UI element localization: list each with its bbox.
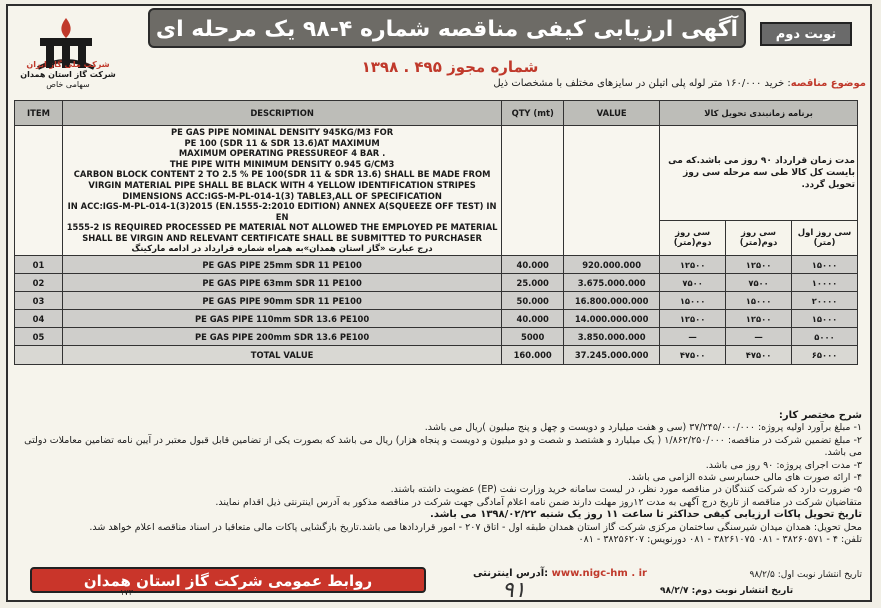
logo-line-3: سهامی خاص xyxy=(46,80,90,89)
detail-line: تلفن: ۴ - ۳۸۲۶۰۵۷۱ - ۰۸۱ ۳۸۲۶۱۰۷۵ - ۰۸۱ دورنویس: ۳۸۲۵۶۲۰۷ - ۰۸۱ xyxy=(578,534,862,546)
schedule-col-1: سی روز اول (متر) xyxy=(792,221,858,256)
first-publication-date: تاریخ انتشار نوبت اول: ۹۸/۲/۵ xyxy=(749,570,862,580)
row-s1: ۵۰۰۰ xyxy=(792,328,858,346)
header-description: DESCRIPTION xyxy=(62,101,501,126)
logo-caption xyxy=(14,60,122,90)
total-value: 37.245.000.000 xyxy=(564,346,660,365)
desc-line: CARBON BLOCK CONTENT 2 TO 2.5 % PE 100(SDR 11 & SDR 13.6) SHALL BE MADE FROM xyxy=(73,169,491,180)
row-value: 14.000.000.000 xyxy=(564,310,660,328)
total-s3: ۴۷۵۰۰ xyxy=(660,346,726,365)
schedule-col-3: سی روز دوم(متر) xyxy=(660,221,726,256)
row-s3: ۷۵۰۰ xyxy=(660,274,726,292)
table-row xyxy=(15,328,858,346)
permit-number: شماره مجوز ۴۹۵ . ۱۳۹۸ xyxy=(361,58,539,76)
table-row xyxy=(15,256,858,274)
row-s1: ۱۰۰۰۰ xyxy=(792,274,858,292)
detail-line: ۱- مبلغ برآورد اولیه پروژه: ۳۷/۲۴۵/۰۰۰/۰۰۰ (سی و هفت میلیارد و دویست و چهل و پنج میلیون )ریال می باشد. xyxy=(424,422,862,434)
empty-cell xyxy=(564,126,660,256)
detail-line: تاریخ تحویل پاکات ارزیابی کیفی حداکثر تا ساعت ۱۱ روز یک شنبه ۱۳۹۸/۰۲/۲۲ می باشد. xyxy=(430,509,862,521)
address-label: آدرس اینترنتی: xyxy=(473,568,549,579)
row-item-no: 01 xyxy=(15,256,63,274)
desc-line: SHALL BE VIRGIN AND RELEVANT CERTIFICATE SHALL BE SUBMITTED TO PURCHASER xyxy=(82,232,482,243)
table-header-row xyxy=(15,101,858,126)
row-description: PE GAS PIPE 63mm SDR 11 PE100 xyxy=(62,274,501,292)
schedule-col-2: سی روز دوم(متر) xyxy=(726,221,792,256)
desc-line: MAXIMUM OPERATING PRESSUREOF 4 BAR . xyxy=(178,148,386,159)
total-s2: ۴۷۵۰۰ xyxy=(726,346,792,365)
description-cell xyxy=(62,126,501,256)
header-item: ITEM xyxy=(15,101,63,126)
desc-line: THE PIPE WITH MINIMUM DENSITY 0.945 G/CM3 xyxy=(169,158,395,169)
tender-subject xyxy=(420,78,866,89)
desc-line: DIMENSIONS ACC:IGS-M-PL-014-1(3) TABLE3,ALL OF SPECIFICATION xyxy=(122,190,442,201)
logo-line-1: شرکت ملی گاز ایران xyxy=(26,60,110,69)
desc-note: درج عبارت «گاز استان همدان»به همراه شماره قرارداد در ادامه مارکینگ xyxy=(131,243,433,254)
empty-cell xyxy=(502,126,564,256)
row-s2: ۱۲۵۰۰ xyxy=(726,256,792,274)
total-label: TOTAL VALUE xyxy=(62,346,501,365)
row-s1: ۱۵۰۰۰ xyxy=(792,310,858,328)
subject-text: : خرید ۱۶۰/۰۰۰ متر لوله پلی اتیلن در سایزهای مختلف با مشخصات ذیل xyxy=(493,78,791,89)
row-description: PE GAS PIPE 25mm SDR 11 PE100 xyxy=(62,256,501,274)
tracking-number: ۱۷۳۰ xyxy=(120,588,138,597)
handwritten-number: ۹۱ xyxy=(502,578,526,603)
row-qty: 50.000 xyxy=(502,292,564,310)
row-value: 920.000.000 xyxy=(564,256,660,274)
row-s2: ۱۲۵۰۰ xyxy=(726,310,792,328)
desc-line: VIRGIN MATERIAL PIPE SHALL BE BLACK WITH 4 YELLOW IDENTIFICATION STRIPES xyxy=(88,179,476,190)
row-s3: ۱۲۵۰۰ xyxy=(660,310,726,328)
table-row xyxy=(15,274,858,292)
row-s1: ۲۰۰۰۰ xyxy=(792,292,858,310)
detail-line: ۴- ارائه صورت های مالی حسابرسی شده الزامی می باشد. xyxy=(628,472,862,484)
tender-items-table xyxy=(14,100,858,365)
details-heading: شرح مختصر کار: xyxy=(778,410,862,421)
detail-line: ۵- ضرورت دارد که شرکت کنندگان در مناقصه مورد نظر، در لیست سامانه خرید وزارت نفت (EP) عضویت داشته باشند. xyxy=(390,484,862,496)
row-s2: ۷۵۰۰ xyxy=(726,274,792,292)
empty-cell xyxy=(15,126,63,256)
row-qty: 40.000 xyxy=(502,256,564,274)
row-description: PE GAS PIPE 110mm SDR 13.6 PE100 xyxy=(62,310,501,328)
row-value: 3.675.000.000 xyxy=(564,274,660,292)
header-qty: QTY (mt) xyxy=(502,101,564,126)
desc-line: IN ACC:IGS-M-PL-014-1(3)2015 (EN.1555-2:2010 EDITION) ANNEX A(SQUEEZE OFF TEST) IN EN xyxy=(67,201,497,222)
row-description: PE GAS PIPE 200mm SDR 13.6 PE100 xyxy=(62,328,501,346)
row-s3: — xyxy=(660,328,726,346)
second-publication-date: تاریخ انتشار نوبت دوم: ۹۸/۲/۷ xyxy=(660,586,794,596)
detail-line: متقاضیان شرکت در مناقصه از تاریخ درج آگهی به مدت ۱۲روز مهلت دارند ضمن نامه اعلام آمادگی جهت شرکت در مناقصه مذکور به آدرس اینترنتی ذیل اقدام نمایند. xyxy=(215,496,862,508)
row-item-no: 02 xyxy=(15,274,63,292)
header-value: VALUE xyxy=(564,101,660,126)
logo-line-2: شرکت گاز استان همدان xyxy=(20,70,116,79)
subject-label: موضوع مناقصه xyxy=(790,78,866,89)
ad-title-banner: آگهی ارزیابی کیفی مناقصه شماره ۴-۹۸ یک مرحله ای xyxy=(148,8,746,48)
description-row xyxy=(15,126,858,221)
row-s3: ۱۲۵۰۰ xyxy=(660,256,726,274)
row-item-no: 04 xyxy=(15,310,63,328)
detail-line: ۳- مدت اجرای پروژه: ۹۰ روز می باشد. xyxy=(705,459,862,471)
row-item-no: 03 xyxy=(15,292,63,310)
empty-cell xyxy=(15,346,63,365)
row-qty: 5000 xyxy=(502,328,564,346)
total-qty: 160.000 xyxy=(502,346,564,365)
row-item-no: 05 xyxy=(15,328,63,346)
row-s2: ۱۵۰۰۰ xyxy=(726,292,792,310)
desc-line: 1555-2 IS REQUIRED PROCESSED PE MATERIAL NOT ALLOWED THE EMPLOYED PE MATERIAL xyxy=(66,222,498,233)
schedule-text: مدت زمان قرارداد ۹۰ روز می باشد.که می بایست کل کالا طی سه مرحله سی روز تحویل گردد. xyxy=(660,126,858,221)
detail-line: محل تحویل: همدان میدان شیرسنگی ساختمان مرکزی شرکت گاز استان همدان طبقه اول - اتاق ۲۰۷ - امور قراردادها می باشد.تاریخ بازگشایی پاکات مالی متعاقبا در اسناد مناقصه اعلام خواهد شد. xyxy=(89,521,862,533)
details-section xyxy=(14,410,862,546)
total-s1: ۶۵۰۰۰ xyxy=(792,346,858,365)
row-value: 16.800.000.000 xyxy=(564,292,660,310)
public-relations-banner: روابط عمومی شرکت گاز استان همدان xyxy=(30,567,426,593)
row-value: 3.850.000.000 xyxy=(564,328,660,346)
row-s3: ۱۵۰۰۰ xyxy=(660,292,726,310)
round-badge: نوبت دوم xyxy=(760,22,852,46)
row-description: PE GAS PIPE 90mm SDR 11 PE100 xyxy=(62,292,501,310)
detail-line: ۲- مبلغ تضمین شرکت در مناقصه: ۱/۸۶۲/۲۵۰/۰۰۰ ( یک میلیارد و هشتصد و شصت و دو میلیون و دویست و پنجاه هزار) ریال می باشد که بصورت یکی از تضامین قابل قبول معتبر در آیین نامه تضامین معاملات دولتی می باشد. xyxy=(24,434,862,459)
website-url[interactable]: www.nigc-hm . ir xyxy=(551,568,647,579)
row-s1: ۱۵۰۰۰ xyxy=(792,256,858,274)
table-row xyxy=(15,292,858,310)
desc-line: PE 100 (SDR 11 & SDR 13.6)AT MAXIMUM xyxy=(184,137,380,148)
row-s2: — xyxy=(726,328,792,346)
total-row xyxy=(15,346,858,365)
table-row xyxy=(15,310,858,328)
desc-line: PE GAS PIPE NOMINAL DENSITY 945KG/M3 FOR xyxy=(170,127,394,137)
row-qty: 25.000 xyxy=(502,274,564,292)
row-qty: 40.000 xyxy=(502,310,564,328)
header-schedule: برنامه زمانبندی تحویل کالا xyxy=(660,101,858,126)
